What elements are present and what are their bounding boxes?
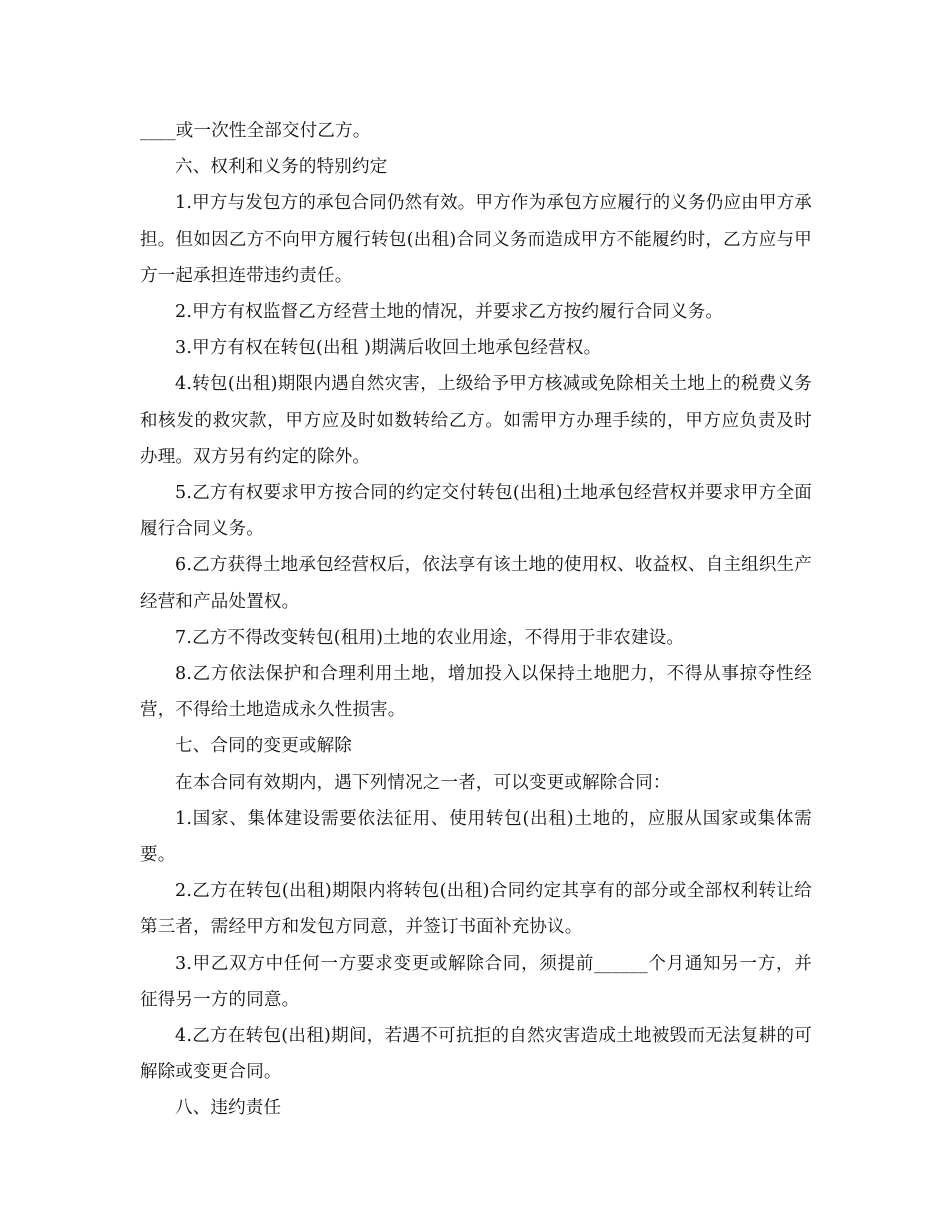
paragraph-payment-continuation: ____或一次性全部交付乙方。 [140, 121, 371, 141]
paragraph-clause-6-6: 6.乙方获得土地承包经营权后，依法享有该土地的使用权、收益权、自主组织生产经营和产品处置权。 [140, 555, 812, 612]
paragraph-clause-6-3: 3.甲方有权在转包(出租 )期满后收回土地承包经营权。 [175, 338, 602, 359]
paragraph-clause-6-2: 2.甲方有权监督乙方经营土地的情况，并要求乙方按约履行合同义务。 [175, 302, 724, 323]
paragraph-clause-7-2: 2.乙方在转包(出租)期限内将转包(出租)合同约定其享有的部分或全部权利转让给第三者，需经甲方和发包方同意，并签订书面补充协议。 [140, 881, 812, 938]
paragraph-clause-6-7: 7.乙方不得改变转包(租用)土地的农业用途，不得用于非农建设。 [175, 627, 685, 648]
paragraph-clause-7-3: 3.甲乙双方中任何一方要求变更或解除合同，须提前______个月通知另一方，并征得另一方的同意。 [140, 953, 812, 1010]
paragraph-clause-6-5: 5.乙方有权要求甲方按合同的约定交付转包(出租)土地承包经营权并要求甲方全面履行合同义务。 [140, 483, 812, 540]
paragraph-clause-7-1: 1.国家、集体建设需要依法征用、使用转包(出租)土地的，应服从国家或集体需要。 [140, 808, 812, 866]
section-heading-change-termination: 七、合同的变更或解除 [175, 736, 352, 757]
section-heading-rights-obligations: 六、权利和义务的特别约定 [175, 157, 388, 178]
paragraph-change-intro: 在本合同有效期内，遇下列情况之一者，可以变更或解除合同： [175, 772, 671, 793]
section-heading-breach-liability: 八、违约责任 [175, 1098, 282, 1119]
paragraph-clause-6-1: 1.甲方与发包方的承包合同仍然有效。甲方作为承包方应履行的义务仍应由甲方承担。但如因乙方不向甲方履行转包(出租)合同义务而造成甲方不能履约时，乙方应与甲方一起承担连带违约责任。 [140, 193, 812, 286]
paragraph-clause-6-4: 4.转包(出租)期限内遇自然灾害，上级给予甲方核减或免除相关土地上的税费义务和核发的救灾款，甲方应及时如数转给乙方。如需甲方办理手续的，甲方应负责及时办理。双方另有约定的除外。 [140, 374, 812, 467]
document-body [140, 113, 812, 1127]
paragraph-clause-6-8: 8.乙方依法保护和合理利用土地，增加投入以保持土地肥力，不得从事掠夺性经营，不得给土地造成永久性损害。 [140, 664, 812, 721]
paragraph-clause-7-4: 4.乙方在转包(出租)期间，若遇不可抗拒的自然灾害造成土地被毁而无法复耕的可解除或变更合同。 [140, 1026, 812, 1083]
